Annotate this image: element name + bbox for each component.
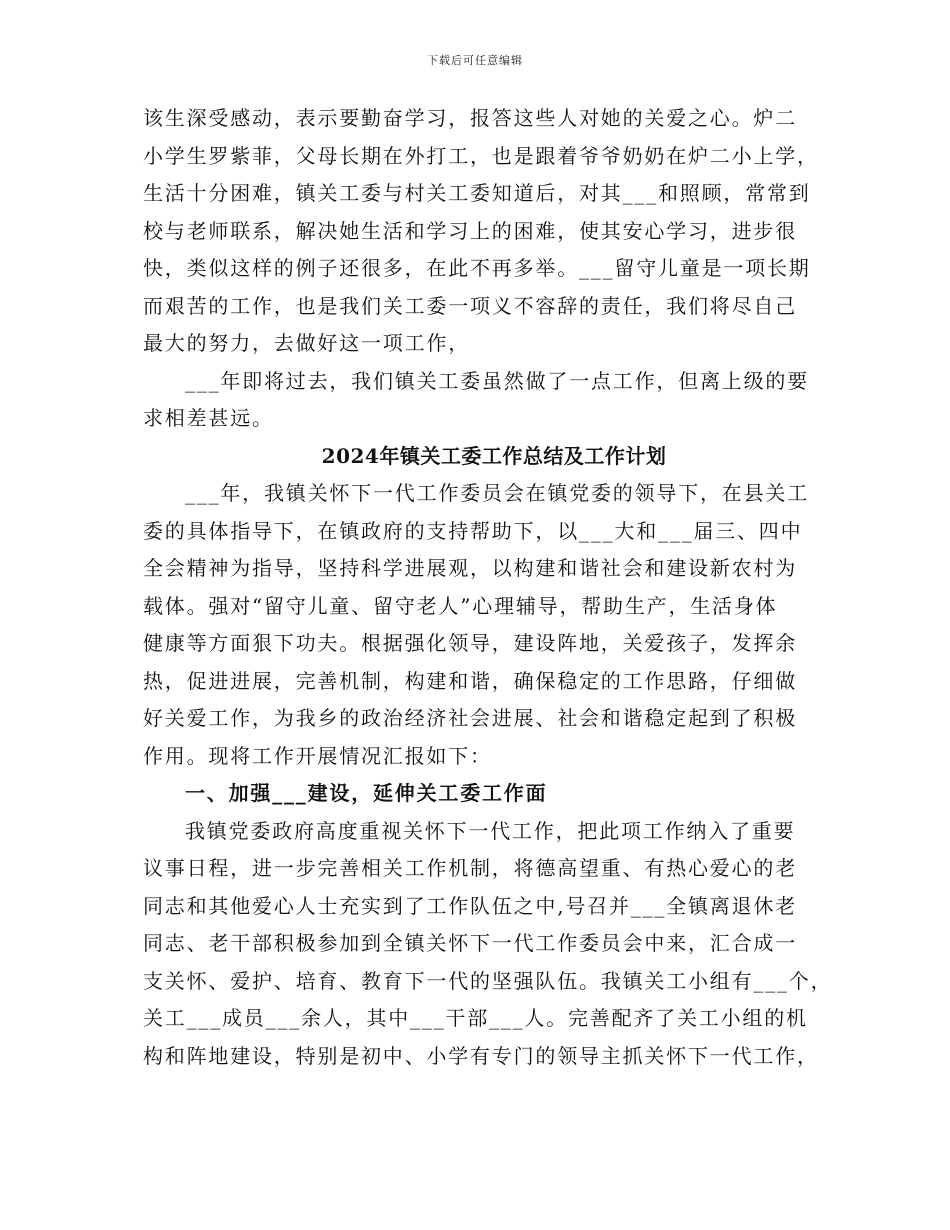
- text-line: 而艰苦的工作，也是我们关工委一项义不容辞的责任，我们将尽自己: [143, 293, 797, 318]
- paragraph-1: [143, 100, 819, 363]
- text-line: 最大的努力，去做好这一项工作，: [143, 331, 470, 355]
- text-line: 健康等方面狠下功夫。根据强化领导，建设阵地，关爱孩子，发挥余: [143, 631, 797, 655]
- text-line: 好关爱工作，为我乡的政治经济社会进展、社会和谐稳定起到了积极: [143, 706, 797, 730]
- paragraph-2: [143, 363, 815, 438]
- text-line: 作用。现将工作开展情况汇报如下：: [143, 743, 492, 768]
- text-line: 构和阵地建设，特别是初中、小学有专门的领导主抓关怀下一代工作，: [143, 1043, 819, 1068]
- document-title: 2024年镇关工委工作总结及工作计划: [321, 443, 667, 468]
- text-line: 全会精神为指导，坚持科学进展观，以构建和谐社会和建设新农村为: [143, 556, 797, 580]
- text-line: 议事日程，进一步完善相关工作机制，将德高望重、有热心爱心的老: [143, 856, 797, 880]
- page-header-note: 下载后可任意编辑: [427, 54, 523, 67]
- text-line: 求相差甚远。: [143, 406, 274, 430]
- text-line: 同志、老干部积极参加到全镇关怀下一代工作委员会中来，汇合成一: [143, 931, 797, 955]
- text-line: 我镇党委政府高度重视关怀下一代工作，把此项工作纳入了重要: [185, 818, 796, 843]
- text-line: 校与老师联系，解决她生活和学习上的困难，使其安心学习，进步很: [143, 218, 797, 243]
- paragraph-3: [143, 475, 815, 775]
- text-line: ___年即将过去，我们镇关工委虽然做了一点工作，但离上级的要: [185, 368, 809, 393]
- text-line: 热，促进进展，完善机制，构建和谐，确保稳定的工作思路，仔细做: [143, 668, 797, 693]
- document-body: [143, 100, 833, 1075]
- text-line: 快，类似这样的例子还很多，在此不再多举。___留守儿童是一项长期: [143, 256, 811, 280]
- text-line: 委的具体指导下，在镇政府的支持帮助下，以___大和___届三、四中: [143, 518, 803, 543]
- paragraph-4: [143, 813, 833, 1076]
- text-line: 该生深受感动，表示要勤奋学习，报答这些人对她的关爱之心。炉二: [143, 106, 797, 130]
- text-line: ___年，我镇关怀下一代工作委员会在镇党委的领导下，在县关工: [185, 481, 809, 505]
- text-line: 支关怀、爱护、培育、教育下一代的坚强队伍。我镇关工小组有___个，: [143, 968, 833, 993]
- text-line: 生活十分困难，镇关工委与村关工委知道后，对其___和照顾，常常到: [143, 181, 811, 205]
- text-line: 同志和其他爱心人士充实到了工作队伍之中,号召并___全镇离退休老: [143, 893, 797, 918]
- text-line: 关工___成员___余人，其中___干部___人。完善配齐了关工小组的机: [143, 1006, 808, 1030]
- text-line: 载体。强对“留守儿童、留守老人”心理辅导，帮助生产，生活身体: [143, 593, 778, 618]
- text-line: 小学生罗紫菲，父母长期在外打工，也是跟着爷爷奶奶在炉二小上学，: [143, 143, 819, 168]
- section-heading: 一、加强___建设，延伸关工委工作面: [185, 781, 548, 805]
